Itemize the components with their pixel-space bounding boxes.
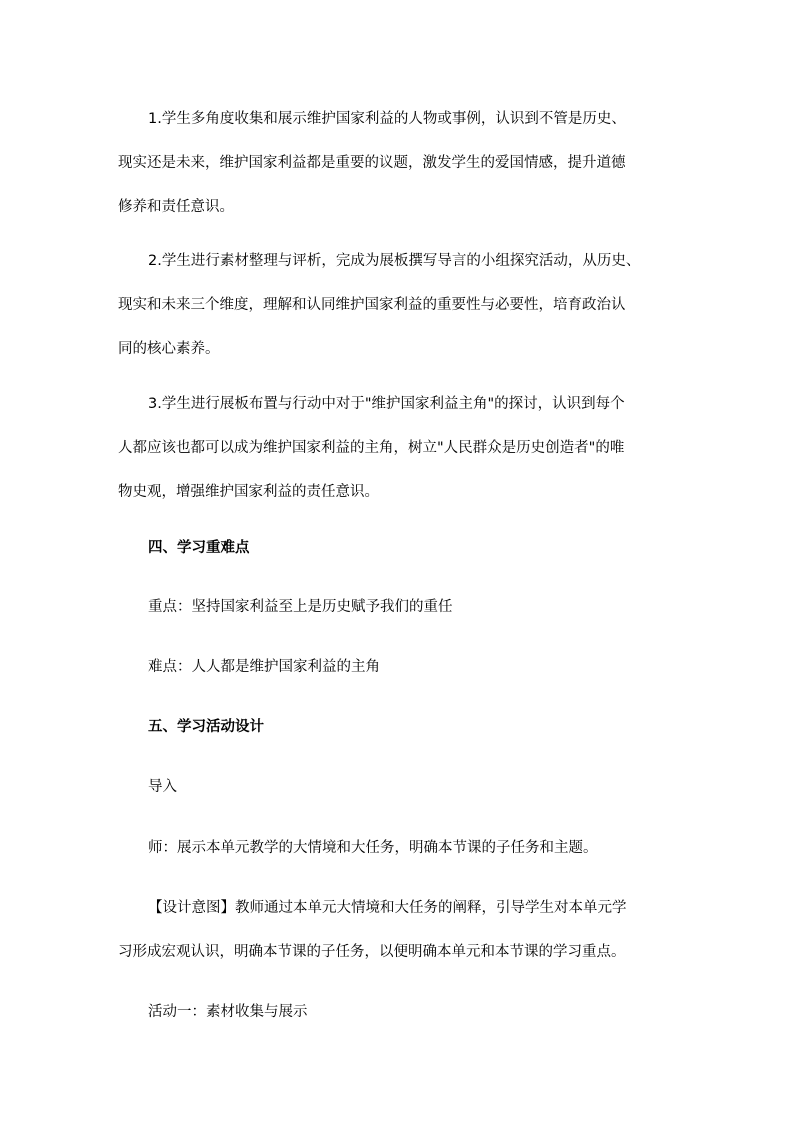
key-point: 重点：坚持国家利益至上是历史赋予我们的重任 [148, 599, 453, 615]
goal-2-line-3: 同的核心素养。 [118, 341, 220, 357]
activity-1-label: 活动一：素材收集与展示 [148, 1004, 308, 1020]
goal-2-line-1: 2.学生进行素材整理与评析，完成为展板撰写导言的小组探究活动，从历史、 [148, 253, 641, 269]
difficult-point: 难点：人人都是维护国家利益的主角 [148, 659, 380, 675]
section-5-heading: 五、学习活动设计 [148, 719, 264, 735]
goal-1-line-1: 1.学生多角度收集和展示维护国家利益的人物或事例，认识到不管是历史、 [148, 111, 626, 127]
goal-1-line-3: 修养和责任意识。 [118, 199, 234, 215]
section-4-heading: 四、学习重难点 [148, 540, 250, 556]
design-intent-line-1: 【设计意图】教师通过本单元大情境和大任务的阐释，引导学生对本单元学 [148, 900, 627, 916]
design-intent-line-2: 习形成宏观认识，明确本节课的子任务，以便明确本单元和本节课的学习重点。 [118, 944, 626, 960]
goal-3-line-2: 人都应该也都可以成为维护国家利益的主角，树立"人民群众是历史创造者"的唯 [118, 440, 625, 456]
goal-paragraph-1 [118, 97, 690, 229]
goal-paragraph-3 [118, 382, 690, 514]
goal-paragraph-2 [118, 239, 690, 371]
intro-label: 导入 [148, 779, 177, 795]
teacher-line: 师：展示本单元教学的大情境和大任务，明确本节课的子任务和主题。 [148, 840, 598, 856]
goal-3-line-1: 3.学生进行展板布置与行动中对于"维护国家利益主角"的探讨，认识到每个 [148, 396, 625, 412]
goal-2-line-2: 现实和未来三个维度，理解和认同维护国家利益的重要性与必要性，培育政治认 [118, 297, 626, 313]
goal-1-line-2: 现实还是未来，维护国家利益都是重要的议题，激发学生的爱国情感，提升道德 [118, 155, 626, 171]
goal-3-line-3: 物史观，增强维护国家利益的责任意识。 [118, 484, 379, 500]
design-intent-paragraph [118, 886, 690, 974]
